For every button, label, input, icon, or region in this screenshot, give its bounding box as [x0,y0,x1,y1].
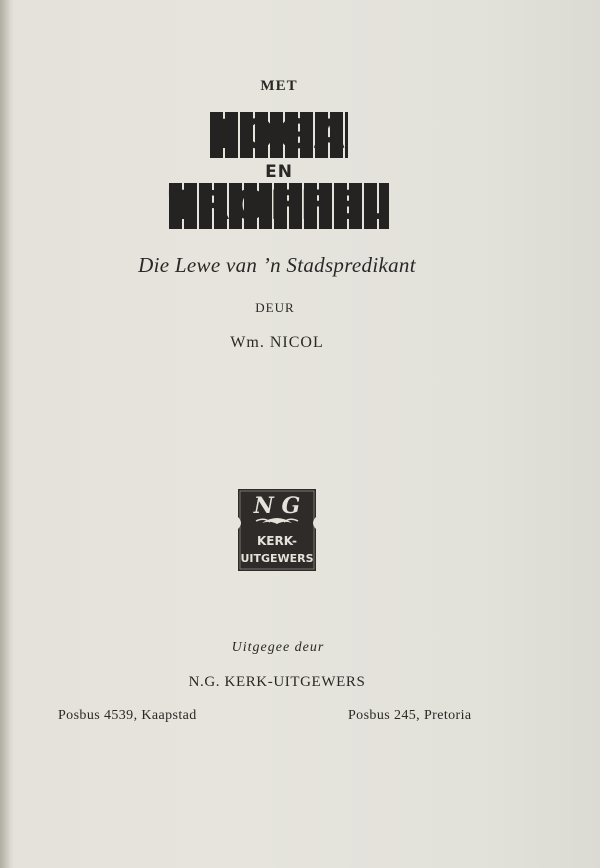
logo-text-line2: UITGEWERS [240,552,314,565]
title-troffel-text: TROFFEL [168,183,390,229]
title-toga [0,112,579,158]
address-cape-town: Posbus 4539, Kaapstad [58,708,197,723]
publisher-name: N.G. KERK-UITGEWERS [188,674,366,690]
subtitle: Die Lewe van ’n Stadspredikant [138,253,416,277]
title-troffel [0,183,579,229]
title-met: MET [260,78,298,94]
publisher-logo-icon [234,487,320,573]
title-toga-text: TOGA [210,112,348,158]
by-label: DEUR [255,300,295,315]
title-en: EN [265,162,293,182]
address-pretoria: Posbus 245, Pretoria [348,708,472,723]
logo-text-line1: KERK- [257,534,297,548]
published-by-label: Uitgegee deur [231,640,325,655]
logo-monogram: N G [253,493,301,519]
author-name: Wm. NICOL [230,334,324,351]
